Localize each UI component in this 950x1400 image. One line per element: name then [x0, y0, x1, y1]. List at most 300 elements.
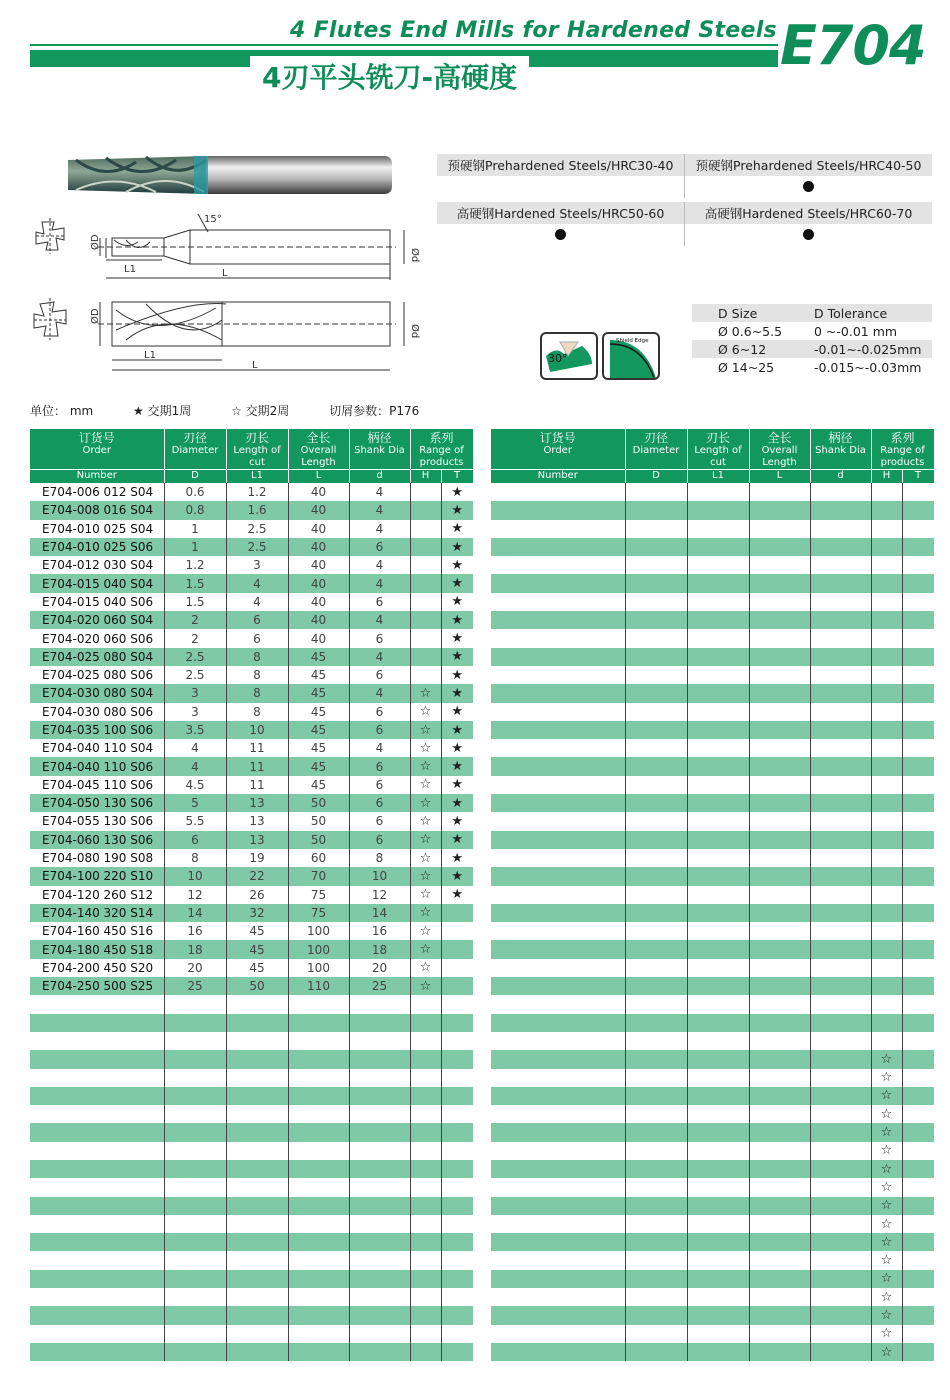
table-row — [30, 703, 473, 721]
length-of-cut — [687, 959, 749, 977]
range-t — [441, 1105, 473, 1123]
shank-dia — [810, 776, 871, 794]
table-row — [30, 629, 473, 647]
shank-dia — [349, 1014, 410, 1032]
table-row — [30, 1251, 473, 1269]
diameter — [625, 501, 687, 519]
diameter: 6 — [164, 831, 226, 849]
diameter — [164, 1343, 226, 1361]
angle-15-label: 15° — [204, 214, 222, 225]
order-number — [491, 1325, 625, 1343]
length-of-cut: 11 — [226, 776, 288, 794]
shank-dia — [810, 1050, 871, 1068]
table-row — [30, 593, 473, 611]
range-h — [410, 520, 441, 538]
length-of-cut — [687, 483, 749, 501]
range-t: ★ — [441, 611, 473, 629]
overall-length — [749, 501, 810, 519]
range-t — [441, 1288, 473, 1306]
shank-dia: 20 — [349, 959, 410, 977]
table-row — [30, 1215, 473, 1233]
diameter — [164, 1087, 226, 1105]
table-row — [30, 1178, 473, 1196]
length-of-cut: 26 — [226, 886, 288, 904]
range-h: ☆ — [410, 886, 441, 904]
length-of-cut — [687, 940, 749, 958]
l1-label-2: L1 — [144, 350, 156, 361]
order-number: E704-010 025 S04 — [30, 520, 164, 538]
table-row — [491, 629, 934, 647]
diameter — [625, 1178, 687, 1196]
range-t — [902, 1270, 934, 1288]
table-row — [491, 1087, 934, 1105]
order-number — [491, 556, 625, 574]
order-number: E704-020 060 S06 — [30, 629, 164, 647]
shank-dia: 6 — [349, 794, 410, 812]
shank-dia — [810, 922, 871, 940]
table-row — [30, 886, 473, 904]
range-h: ☆ — [410, 940, 441, 958]
diameter — [625, 629, 687, 647]
diameter — [625, 867, 687, 885]
range-h — [871, 977, 902, 995]
shank-dia — [810, 684, 871, 702]
overall-length: 40 — [288, 501, 349, 519]
length-of-cut — [687, 1251, 749, 1269]
shank-dia — [810, 666, 871, 684]
shank-dia — [810, 794, 871, 812]
length-of-cut — [687, 703, 749, 721]
table-row — [30, 1233, 473, 1251]
range-t: ★ — [451, 594, 464, 610]
range-h — [871, 849, 902, 867]
order-number — [491, 904, 625, 922]
diameter — [164, 1123, 226, 1141]
overall-length — [288, 1105, 349, 1123]
overall-length — [749, 739, 810, 757]
range-t — [441, 1069, 473, 1087]
range-t — [441, 922, 473, 940]
right-col-subheader: T — [902, 470, 934, 484]
order-number — [30, 1306, 164, 1324]
order-number — [491, 629, 625, 647]
range-t — [902, 648, 934, 666]
shank-dia — [810, 1123, 871, 1141]
table-row — [491, 611, 934, 629]
length-of-cut: 2.5 — [226, 520, 288, 538]
shank-dia: 4 — [349, 574, 410, 592]
diameter — [625, 1014, 687, 1032]
order-number — [491, 867, 625, 885]
range-t — [902, 1160, 934, 1178]
length-of-cut — [687, 501, 749, 519]
diameter — [625, 1325, 687, 1343]
diameter: 0.6 — [164, 483, 226, 501]
range-t — [902, 1142, 934, 1160]
order-number — [491, 1178, 625, 1196]
table-row — [491, 1160, 934, 1178]
diameter — [164, 1215, 226, 1233]
tolerance-table — [692, 304, 932, 376]
table-row — [491, 1233, 934, 1251]
range-t — [902, 776, 934, 794]
range-t — [902, 1343, 934, 1361]
left-col-header: 全长 Overall Length — [288, 429, 349, 470]
diameter — [625, 721, 687, 739]
table-row — [491, 1343, 934, 1361]
order-number: E704-030 080 S06 — [30, 703, 164, 721]
shank-dia — [810, 1325, 871, 1343]
hardness-label: 预硬钢Prehardened Steels/HRC30-40 — [437, 154, 685, 176]
table-row — [30, 776, 473, 794]
range-t: ★ — [441, 538, 473, 556]
dia-d-label: Ød — [409, 248, 420, 263]
length-of-cut: 32 — [226, 904, 288, 922]
order-number — [491, 1160, 625, 1178]
table-row — [30, 684, 473, 702]
range-t — [441, 977, 473, 995]
length-of-cut — [226, 1142, 288, 1160]
table-row — [491, 593, 934, 611]
range-h — [871, 648, 902, 666]
shank-dia: 18 — [349, 940, 410, 958]
table-row — [30, 520, 473, 538]
order-number — [491, 1105, 625, 1123]
overall-length: 100 — [288, 940, 349, 958]
order-number — [491, 721, 625, 739]
overall-length — [749, 666, 810, 684]
length-of-cut — [687, 1142, 749, 1160]
range-t — [902, 886, 934, 904]
length-of-cut — [687, 648, 749, 666]
range-h — [410, 1014, 441, 1032]
order-number: E704-010 025 S06 — [30, 538, 164, 556]
shank-dia — [810, 1288, 871, 1306]
range-h: ☆ — [410, 867, 441, 885]
range-t — [902, 904, 934, 922]
shank-dia — [810, 629, 871, 647]
diameter — [625, 922, 687, 940]
shank-dia — [349, 1306, 410, 1324]
overall-length: 70 — [288, 867, 349, 885]
diameter: 8 — [164, 849, 226, 867]
range-t — [902, 995, 934, 1013]
overall-length: 100 — [288, 959, 349, 977]
overall-length — [288, 1343, 349, 1361]
hardness-label: 高硬钢Hardened Steels/HRC50-60 — [437, 202, 685, 224]
shank-dia — [810, 812, 871, 830]
range-h: ☆ — [410, 721, 441, 739]
shank-dia — [810, 648, 871, 666]
length-of-cut — [226, 1343, 288, 1361]
range-h: ☆ — [871, 1233, 902, 1251]
range-t — [902, 483, 934, 501]
diameter: 2 — [164, 611, 226, 629]
range-h — [410, 1142, 441, 1160]
range-h — [410, 648, 441, 666]
table-row — [491, 1032, 934, 1050]
order-number — [30, 1288, 164, 1306]
range-t — [441, 1251, 473, 1269]
range-h — [871, 611, 902, 629]
hardness-label: 高硬钢Hardened Steels/HRC60-70 — [685, 202, 933, 224]
overall-length — [749, 629, 810, 647]
table-row — [30, 1288, 473, 1306]
shank-dia — [810, 940, 871, 958]
order-number — [491, 922, 625, 940]
order-number — [491, 483, 625, 501]
diameter: 5 — [164, 794, 226, 812]
range-t — [902, 684, 934, 702]
table-row — [491, 703, 934, 721]
range-h — [871, 940, 902, 958]
table-row — [491, 556, 934, 574]
table-row — [491, 520, 934, 538]
diameter: 14 — [164, 904, 226, 922]
diameter — [164, 1325, 226, 1343]
range-h: ☆ — [410, 922, 441, 940]
overall-length — [749, 794, 810, 812]
diameter: 1.5 — [164, 574, 226, 592]
left-col-subheader: L — [288, 470, 349, 484]
table-row — [30, 501, 473, 519]
overall-length — [749, 867, 810, 885]
range-h — [410, 1087, 441, 1105]
table-row — [491, 904, 934, 922]
overall-length — [749, 574, 810, 592]
length-of-cut: 3 — [226, 556, 288, 574]
diameter: 25 — [164, 977, 226, 995]
diameter — [625, 1197, 687, 1215]
range-t — [902, 1105, 934, 1123]
diameter — [164, 1160, 226, 1178]
range-t: ★ — [441, 501, 473, 519]
overall-length — [749, 483, 810, 501]
diameter — [625, 1251, 687, 1269]
overall-length — [749, 776, 810, 794]
overall-length — [288, 1306, 349, 1324]
table-row — [491, 757, 934, 775]
diameter — [625, 849, 687, 867]
order-number: E704-120 260 S12 — [30, 886, 164, 904]
table-row — [491, 1142, 934, 1160]
overall-length — [288, 1142, 349, 1160]
length-of-cut — [226, 1032, 288, 1050]
shank-dia — [349, 1343, 410, 1361]
legend-line — [30, 402, 455, 419]
range-t — [902, 1288, 934, 1306]
shank-dia — [349, 1288, 410, 1306]
table-row — [491, 1325, 934, 1343]
order-number — [491, 1306, 625, 1324]
drawing-large-dia — [26, 290, 426, 375]
left-col-subheader: d — [349, 470, 410, 484]
shank-dia — [810, 739, 871, 757]
range-t — [902, 1050, 934, 1068]
diameter — [625, 831, 687, 849]
shank-dia — [349, 1270, 410, 1288]
order-number: E704-200 450 S20 — [30, 959, 164, 977]
diameter — [625, 1270, 687, 1288]
table-row — [30, 666, 473, 684]
range-h — [410, 556, 441, 574]
suitable-dot — [555, 229, 566, 240]
overall-length: 75 — [288, 886, 349, 904]
range-t: ★ — [441, 721, 473, 739]
diameter: 1.2 — [164, 556, 226, 574]
order-number: E704-180 450 S18 — [30, 940, 164, 958]
diameter — [625, 1032, 687, 1050]
length-of-cut — [687, 1123, 749, 1141]
shank-dia — [810, 1178, 871, 1196]
range-h — [871, 556, 902, 574]
range-t — [902, 1069, 934, 1087]
range-h — [410, 1178, 441, 1196]
overall-length: 75 — [288, 904, 349, 922]
range-h — [871, 538, 902, 556]
order-number — [491, 666, 625, 684]
range-h — [871, 739, 902, 757]
range-h: ☆ — [410, 739, 441, 757]
range-t — [902, 1014, 934, 1032]
table-row — [30, 904, 473, 922]
range-t — [902, 1251, 934, 1269]
range-t — [902, 1178, 934, 1196]
overall-length: 60 — [288, 849, 349, 867]
overall-length — [288, 1325, 349, 1343]
table-row — [491, 739, 934, 757]
length-of-cut — [687, 556, 749, 574]
order-number — [491, 501, 625, 519]
shank-dia — [810, 995, 871, 1013]
length-of-cut — [687, 849, 749, 867]
range-t — [902, 593, 934, 611]
table-row — [491, 1270, 934, 1288]
shank-dia — [810, 1160, 871, 1178]
length-of-cut — [687, 593, 749, 611]
length-of-cut — [687, 739, 749, 757]
tol-size: Ø 0.6~5.5 — [718, 323, 783, 339]
overall-length — [749, 1251, 810, 1269]
order-number — [491, 794, 625, 812]
diameter — [164, 1032, 226, 1050]
order-number: E704-080 190 S08 — [30, 849, 164, 867]
table-row — [30, 794, 473, 812]
overall-length — [749, 1160, 810, 1178]
range-h — [871, 757, 902, 775]
table-row — [491, 1178, 934, 1196]
range-h — [410, 1160, 441, 1178]
diameter — [625, 1215, 687, 1233]
range-h — [871, 574, 902, 592]
order-number — [491, 1142, 625, 1160]
right-col-header: 刃径 Diameter — [625, 429, 687, 470]
diameter — [164, 995, 226, 1013]
diameter — [625, 1142, 687, 1160]
length-of-cut — [226, 1197, 288, 1215]
length-of-cut: 4 — [226, 574, 288, 592]
table-row — [491, 1050, 934, 1068]
order-number — [30, 1087, 164, 1105]
length-of-cut: 19 — [226, 849, 288, 867]
diameter — [625, 648, 687, 666]
length-of-cut — [687, 757, 749, 775]
order-number — [491, 1270, 625, 1288]
table-row — [30, 1142, 473, 1160]
diameter — [625, 757, 687, 775]
diameter — [625, 684, 687, 702]
shank-dia — [349, 1105, 410, 1123]
diameter — [625, 886, 687, 904]
table-row — [30, 1160, 473, 1178]
range-t: ★ — [451, 521, 464, 537]
range-h — [871, 703, 902, 721]
tol-value: -0.01~-0.025mm — [808, 340, 932, 358]
range-t — [902, 959, 934, 977]
range-t — [902, 520, 934, 538]
overall-length: 40 — [288, 629, 349, 647]
order-number: E704-025 080 S04 — [30, 648, 164, 666]
range-t — [441, 904, 473, 922]
range-t — [902, 666, 934, 684]
diameter: 2 — [164, 629, 226, 647]
diameter — [625, 483, 687, 501]
table-row — [30, 995, 473, 1013]
shank-dia — [349, 1233, 410, 1251]
shank-dia — [810, 977, 871, 995]
shank-dia — [810, 1270, 871, 1288]
left-col-subheader: T — [441, 470, 473, 484]
overall-length — [749, 648, 810, 666]
diameter: 3.5 — [164, 721, 226, 739]
range-t — [902, 574, 934, 592]
table-row — [30, 648, 473, 666]
table-row — [491, 977, 934, 995]
diameter: 2.5 — [164, 666, 226, 684]
helix-angle-icon — [540, 332, 598, 380]
right-col-header: 全长 Overall Length — [749, 429, 810, 470]
table-row — [491, 684, 934, 702]
left-col-header: 刃长 Length of cut — [226, 429, 288, 470]
table-row — [30, 977, 473, 995]
overall-length — [749, 1178, 810, 1196]
range-t — [441, 959, 473, 977]
table-row — [30, 867, 473, 885]
range-h — [871, 520, 902, 538]
diameter: 20 — [164, 959, 226, 977]
shield-edge-icon — [602, 332, 660, 380]
right-col-subheader: Number — [491, 470, 625, 484]
order-number — [491, 812, 625, 830]
overall-length — [288, 1288, 349, 1306]
order-number — [491, 757, 625, 775]
overall-length — [749, 684, 810, 702]
range-h: ☆ — [871, 1215, 902, 1233]
shank-dia: 12 — [349, 886, 410, 904]
overall-length: 45 — [288, 757, 349, 775]
overall-length — [749, 959, 810, 977]
range-t — [902, 629, 934, 647]
shank-dia: 6 — [349, 703, 410, 721]
diameter: 1.5 — [164, 593, 226, 611]
order-number: E704-012 030 S04 — [30, 556, 164, 574]
range-t — [441, 940, 473, 958]
length-of-cut — [687, 794, 749, 812]
diameter — [625, 574, 687, 592]
left-col-header: 刃径 Diameter — [164, 429, 226, 470]
length-of-cut: 11 — [226, 757, 288, 775]
table-row — [30, 538, 473, 556]
